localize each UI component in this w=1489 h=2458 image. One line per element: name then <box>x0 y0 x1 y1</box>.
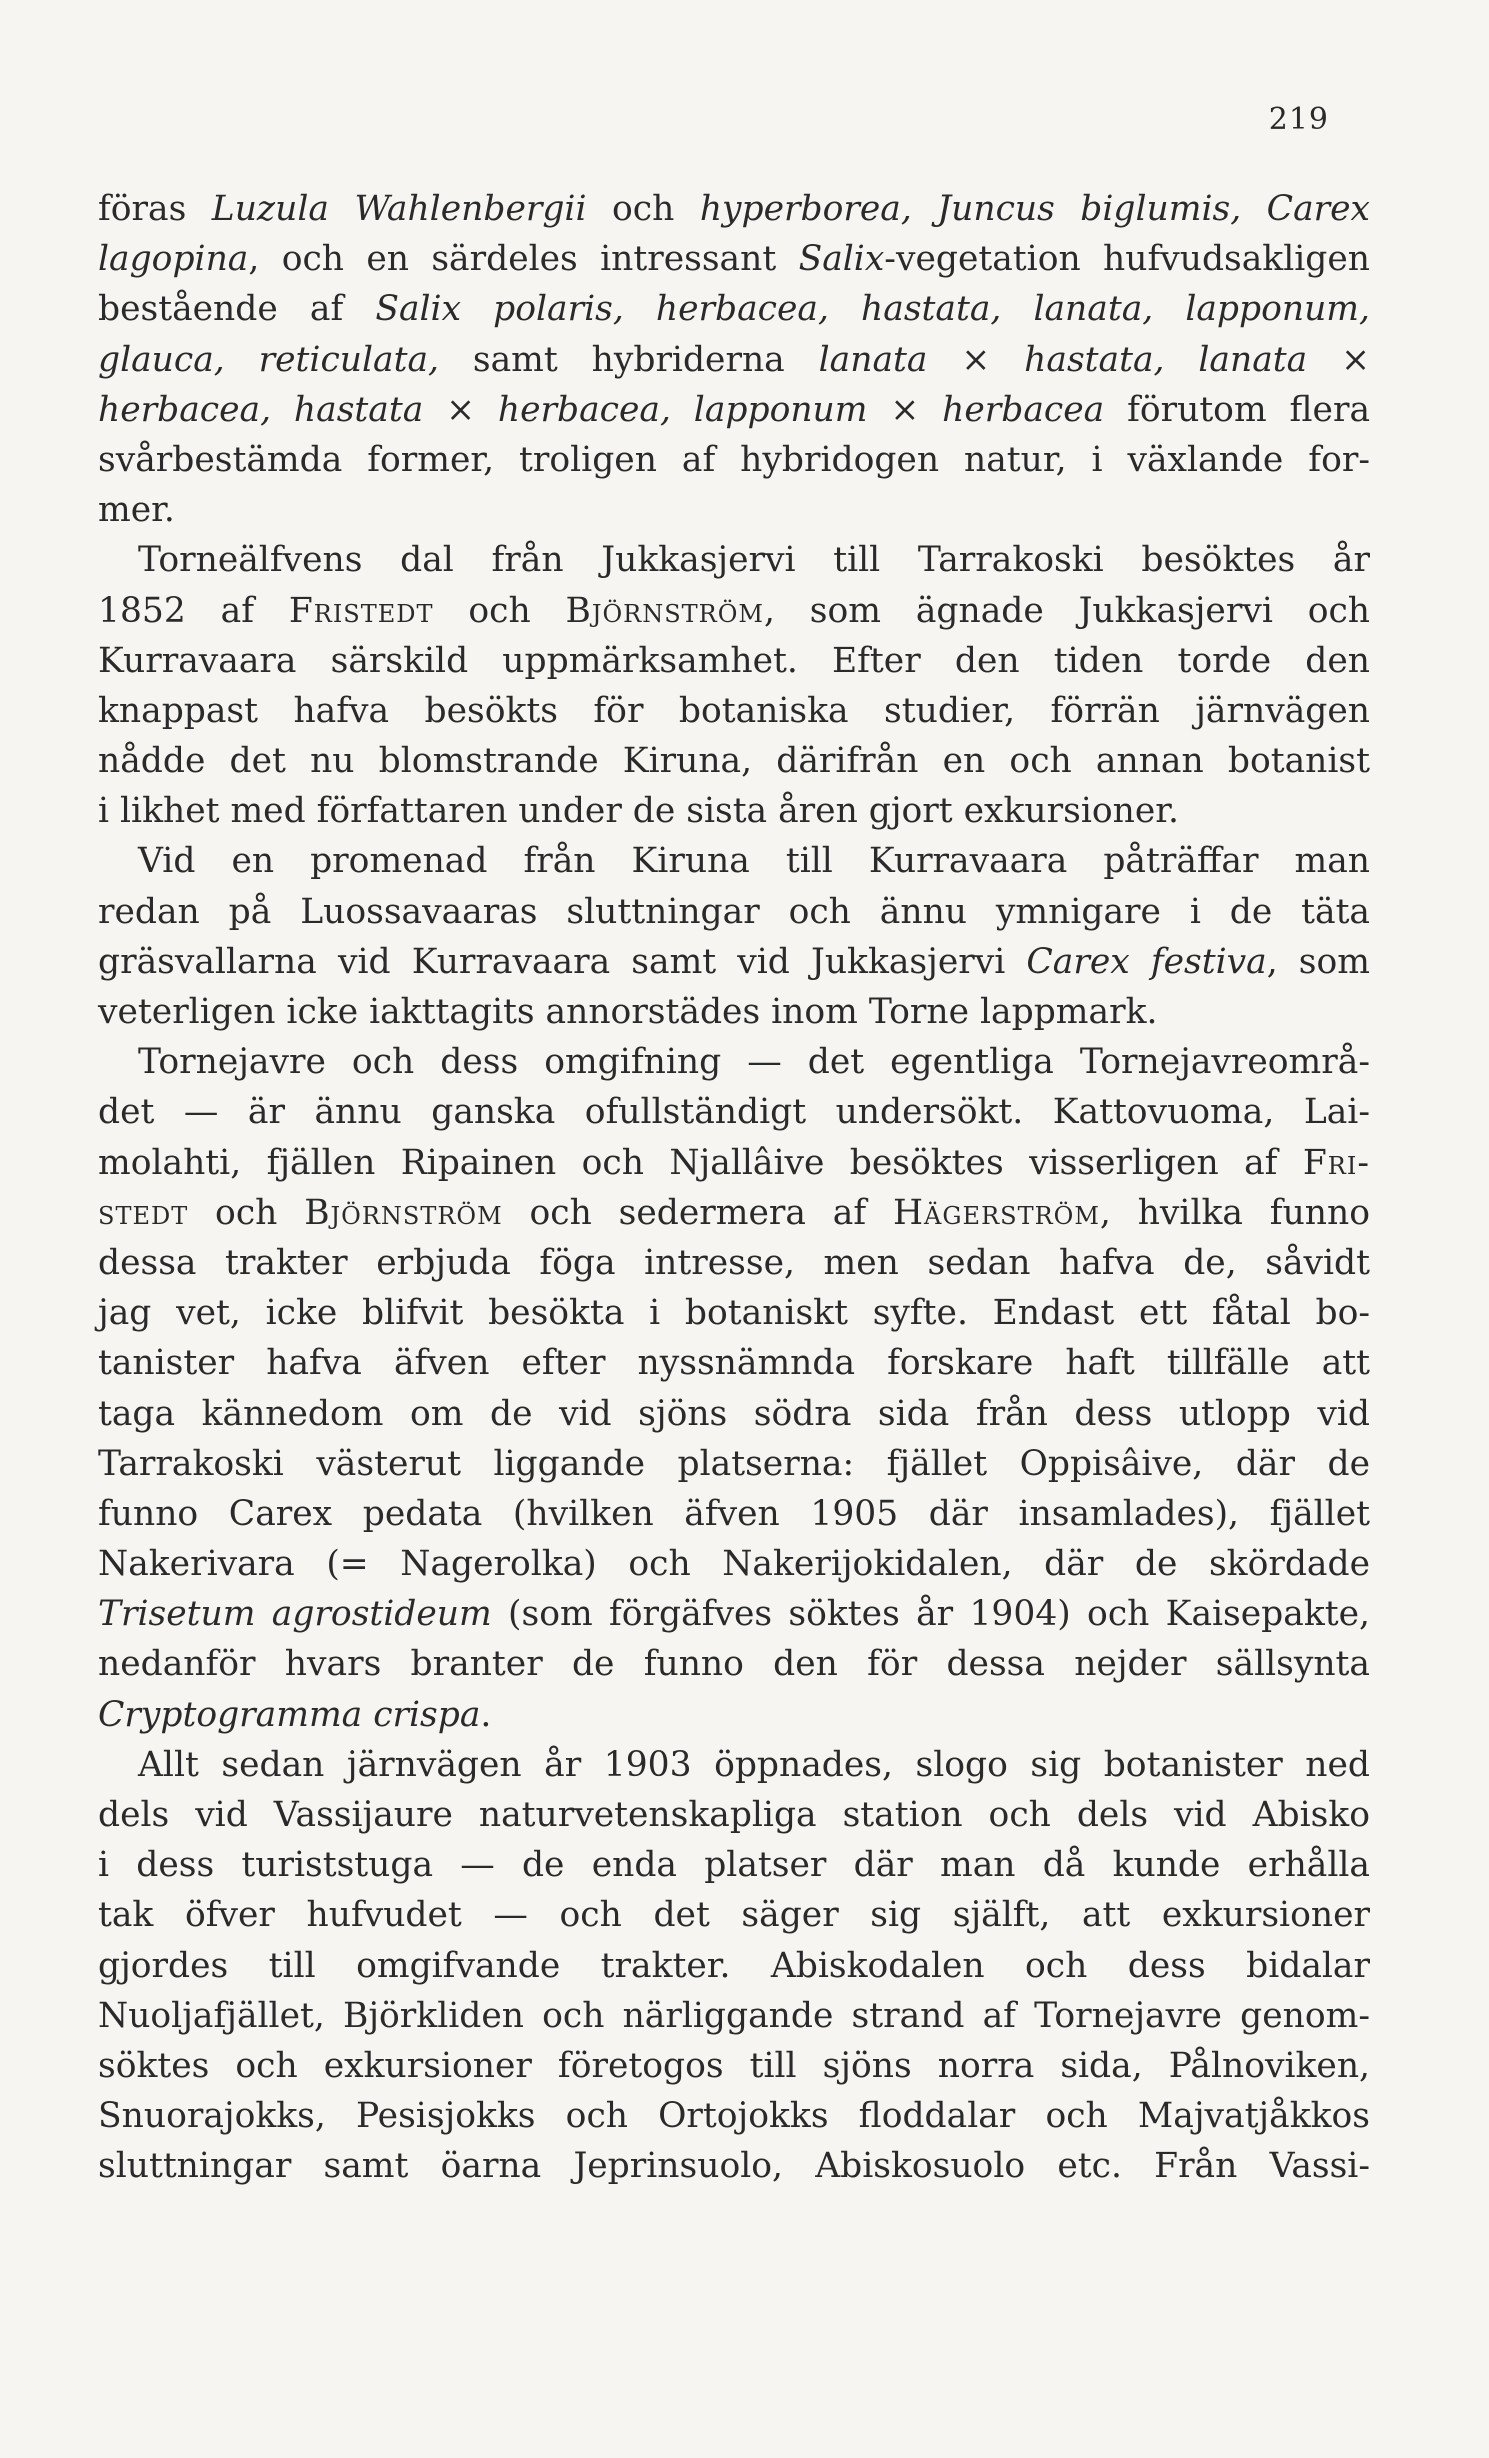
smallcaps-run: Fristedt <box>288 590 434 631</box>
text-line <box>98 1188 1370 1238</box>
text-line <box>98 1338 1370 1388</box>
italic-run: glauca, reticulata, <box>98 339 440 380</box>
text-run: gräsvallarna vid Kurravaara samt vid Jukkasjervi <box>98 941 1027 982</box>
text-run: redan på Luossavaaras sluttningar och ännu ymnigare i de täta <box>98 891 1370 932</box>
text-line <box>98 1389 1370 1439</box>
smallcaps-run: Björnström <box>565 590 765 631</box>
text-run: molahti, fjällen Ripainen och Njallâive besöktes visserligen af <box>98 1142 1303 1183</box>
text-run: Tarrakoski västerut liggande platserna: fjället Oppisâive, där de <box>98 1443 1370 1484</box>
text-run: jag vet, icke blifvit besökta i botaniskt syfte. Endast ett fåtal bo- <box>98 1293 1370 1334</box>
text-run: taga kännedom om de vid sjöns södra sida från dess utlopp vid <box>98 1393 1370 1434</box>
text-line <box>98 586 1370 636</box>
italic-run: lanata <box>818 339 928 380</box>
text-run: funno Carex pedata (hvilken äfven 1905 där insamlades), fjället <box>98 1493 1370 1534</box>
text-run: × <box>927 339 1025 380</box>
text-line <box>98 1991 1370 2041</box>
text-line <box>98 1941 1370 1991</box>
italic-run: herbacea <box>942 389 1105 430</box>
italic-run: herbacea, hastata <box>98 389 424 430</box>
italic-run: Cryptogramma crispa <box>98 1694 481 1735</box>
text-run: i dess turiststuga — de enda platser där man då kunde erhålla <box>98 1845 1370 1886</box>
text-run: föras <box>98 189 212 229</box>
italic-run: hastata, lanata <box>1024 339 1308 380</box>
text-run: Snuorajokks, Pesisjokks och Ortojokks floddalar och Majvatjåkkos <box>98 2096 1370 2137</box>
text-run: Allt sedan järnvägen år 1903 öppnades, slogo sig botanister ned <box>138 1744 1370 1785</box>
text-run: , hvilka funno <box>1099 1192 1370 1233</box>
text-run: , och en särdeles intressant <box>248 239 799 280</box>
text-run: det — är ännu ganska ofullständigt undersökt. Kattovuoma, Lai- <box>98 1092 1370 1133</box>
text-line <box>98 937 1370 987</box>
text-run: söktes och exkursioner företogos till sjöns norra sida, Pålnoviken, <box>98 2045 1370 2086</box>
smallcaps-run: stedt <box>98 1192 189 1233</box>
italic-run: lagopina <box>98 239 249 280</box>
italic-run: hyperborea, Juncus biglumis, Carex <box>699 189 1370 229</box>
text-line <box>98 1087 1370 1137</box>
text-line <box>98 385 1370 435</box>
text-run: samt hybriderna <box>439 339 819 380</box>
text-line <box>98 184 1370 234</box>
text-run: Nakerivara (= Nagerolka) och Nakerijokidalen, där de skördade <box>98 1544 1370 1585</box>
text-run: och <box>586 189 700 229</box>
text-run: Kurravaara särskild uppmärksamhet. Efter den tiden torde den <box>98 640 1370 681</box>
text-line <box>98 2141 1370 2191</box>
text-line <box>98 1138 1370 1188</box>
text-run: dessa trakter erbjuda föga intresse, men sedan hafva de, såvidt <box>98 1242 1370 1283</box>
text-run: × <box>867 389 943 430</box>
text-run: nådde det nu blomstrande Kiruna, därifrån en och annan botanist <box>98 741 1370 782</box>
text-run: Torneälfvens dal från Jukkasjervi till Tarrakoski besöktes år <box>138 540 1370 581</box>
smallcaps-run: Hägerström <box>892 1192 1100 1233</box>
text-run: gjordes till omgifvande trakter. Abiskodalen och dess bidalar <box>98 1945 1370 1986</box>
italic-run: Carex festiva <box>1026 941 1267 982</box>
text-line <box>98 1539 1370 1589</box>
text-run: tanister hafva äfven efter nyssnämnda forskare haft tillfälle att <box>98 1343 1370 1384</box>
text-line <box>98 1690 1370 1740</box>
smallcaps-run: Fri- <box>1302 1142 1370 1183</box>
text-line <box>98 1589 1370 1639</box>
text-run: . <box>480 1694 492 1735</box>
text-run: dels vid Vassijaure naturvetenskapliga station och dels vid Abisko <box>98 1795 1370 1835</box>
italic-run: Luzula <box>211 189 329 229</box>
text-line <box>98 284 1370 334</box>
text-run: svårbestämda former, troligen af hybridogen natur, i växlande for- <box>98 439 1370 480</box>
text-run: , som <box>1266 941 1371 982</box>
text-run: -vegetation hufvudsakligen <box>884 239 1371 280</box>
text-run: i likhet med författaren under de sista åren gjort exkursioner. <box>98 791 1179 832</box>
text-line <box>98 435 1370 485</box>
text-line <box>98 1037 1370 1087</box>
body-text <box>98 184 1370 2192</box>
text-line <box>98 234 1370 284</box>
italic-run: Salix polaris, herbacea, hastata, lanata, lapponum, <box>375 289 1370 330</box>
page-number: 219 <box>1268 102 1329 137</box>
text-run: × <box>423 389 498 430</box>
text-run: , som ägnade Jukkasjervi och <box>764 590 1371 631</box>
text-run: 1852 af <box>98 590 289 631</box>
text-run: mer. <box>98 490 175 531</box>
italic-run: Salix <box>798 239 885 280</box>
text-run: och sedermera af <box>502 1192 893 1233</box>
text-line <box>98 1288 1370 1338</box>
text-run: sluttningar samt öarna Jeprinsuolo, Abiskosuolo etc. Från Vassi- <box>98 2146 1370 2187</box>
text-line <box>98 2091 1370 2141</box>
text-run: bestående af <box>98 289 376 330</box>
text-line <box>98 887 1370 937</box>
text-line <box>98 485 1370 535</box>
text-line <box>98 636 1370 686</box>
text-line <box>98 987 1370 1037</box>
text-run: Nuoljafjället, Björkliden och närliggande strand af Tornejavre genom- <box>98 1995 1370 2036</box>
text-line <box>98 736 1370 786</box>
italic-run: Wahlenbergii <box>354 189 587 229</box>
text-run: och <box>188 1192 305 1233</box>
text-run: knappast hafva besökts för botaniska studier, förrän järnvägen <box>98 690 1370 731</box>
text-run: veterligen icke iakttagits annorstädes inom Torne lappmark. <box>98 992 1158 1032</box>
text-line <box>98 836 1370 886</box>
smallcaps-run: Björnström <box>304 1192 503 1233</box>
text-run: Tornejavre och dess omgifning — det egentliga Tornejavreområ- <box>138 1042 1370 1083</box>
text-line <box>98 1489 1370 1539</box>
text-run: nedanför hvars branter de funno den för dessa nejder sällsynta <box>98 1644 1370 1685</box>
text-run: × <box>1307 339 1370 380</box>
text-line <box>98 1238 1370 1288</box>
text-line <box>98 1840 1370 1890</box>
text-line <box>98 335 1370 385</box>
text-line <box>98 1740 1370 1790</box>
italic-run: Trisetum agrostideum <box>98 1594 492 1635</box>
text-run: (som förgäfves söktes år 1904) och Kaisepakte, <box>491 1594 1370 1635</box>
text-run: förutom flera <box>1104 389 1371 430</box>
italic-run: herbacea, lapponum <box>497 389 868 430</box>
text-line <box>98 1639 1370 1689</box>
text-line <box>98 786 1370 836</box>
text-run: och <box>433 590 566 631</box>
text-line <box>98 1790 1370 1840</box>
text-run: Vid en promenad från Kiruna till Kurravaara påträffar man <box>138 841 1370 882</box>
text-line <box>98 2041 1370 2091</box>
text-line <box>98 686 1370 736</box>
text-run: tak öfver hufvudet — och det säger sig själft, att exkursioner <box>98 1895 1370 1936</box>
text-line <box>98 1439 1370 1489</box>
text-line <box>98 1890 1370 1940</box>
text-line <box>98 535 1370 585</box>
text-run <box>329 189 355 229</box>
